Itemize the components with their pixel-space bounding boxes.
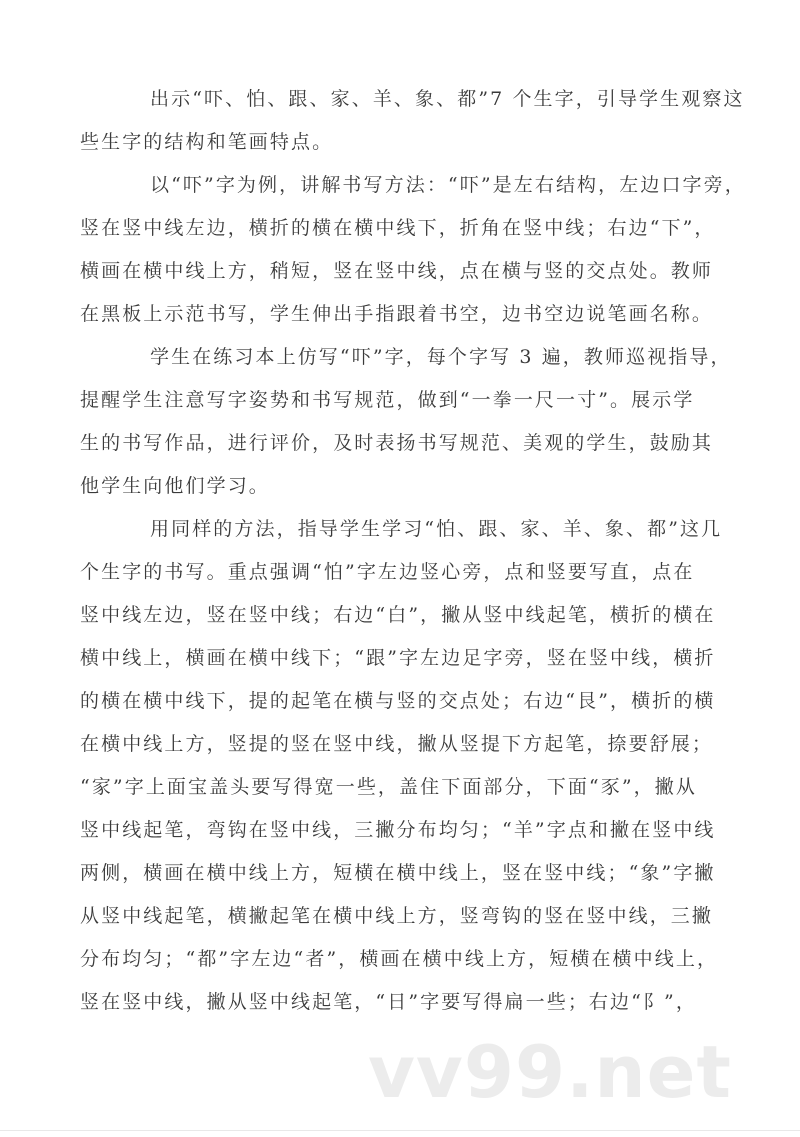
text-line: 竖中线左边，竖在竖中线；右边“白”，撇从竖中线起笔，横折的横在 xyxy=(80,604,716,626)
text-line: 的横在横中线下，提的起笔在横与竖的交点处；右边“艮”，横折的横 xyxy=(80,690,716,712)
text-line: 以“吓”字为例，讲解书写方法：“吓”是左右结构，左边口字旁， xyxy=(150,174,746,196)
text-line: 在黑板上示范书写，学生伸出手指跟着书空，边书空边说笔画名称。 xyxy=(80,303,714,325)
text-line: 个生字的书写。重点强调“怕”字左边竖心旁，点和竖要写直，点在 xyxy=(80,561,695,583)
text-line: 竖在竖中线左边，横折的横在横中线下，折角在竖中线；右边“下”， xyxy=(80,217,716,239)
watermark: vv99.net xyxy=(368,1030,732,1114)
text-line: 学生在练习本上仿写“吓”字，每个字写 3 遍，教师巡视指导， xyxy=(150,346,732,368)
text-line: 用同样的方法，指导学生学习“怕、跟、家、羊、象、都”这几 xyxy=(150,518,723,540)
text-line: 横中线上，横画在横中线下；“跟”字左边足字旁，竖在竖中线，横折 xyxy=(80,647,716,669)
text-line: 生的书写作品，进行评价，及时表扬书写规范、美观的学生，鼓励其 xyxy=(80,432,714,454)
text-line: 两侧，横画在横中线上方，短横在横中线上，竖在竖中线；“象”字撇 xyxy=(80,862,716,884)
text-line: “家”字上面宝盖头要写得宽一些，盖住下面部分，下面“豕”，撇从 xyxy=(80,776,697,798)
text-line: 在横中线上方，竖提的竖在竖中线，撇从竖提下方起笔，捺要舒展； xyxy=(80,733,714,755)
text-line: 他学生向他们学习。 xyxy=(80,475,270,497)
text-line: 分布均匀；“都”字左边“者”，横画在横中线上方，短横在横中线上， xyxy=(80,948,719,970)
document-page xyxy=(0,78,800,1024)
page-bottom-divider xyxy=(0,1130,800,1131)
text-line: 些生字的结构和笔画特点。 xyxy=(80,131,334,153)
text-line: 竖中线起笔，弯钩在竖中线，三撇分布均匀；“羊”字点和撇在竖中线 xyxy=(80,819,716,841)
text-line: 提醒学生注意写字姿势和书写规范，做到“一拳一尺一寸”。展示学 xyxy=(80,389,695,411)
text-line: 横画在横中线上方，稍短，竖在竖中线，点在横与竖的交点处。教师 xyxy=(80,260,714,282)
text-line: 从竖中线起笔，横撇起笔在横中线上方，竖弯钩的竖在竖中线，三撇 xyxy=(80,905,714,927)
text-line: 出示“吓、怕、跟、家、羊、象、都”7 个生字，引导学生观察这 xyxy=(150,88,745,110)
text-line: 竖在竖中线，撇从竖中线起笔，“日”字要写得扁一些；右边“阝”， xyxy=(80,991,697,1013)
